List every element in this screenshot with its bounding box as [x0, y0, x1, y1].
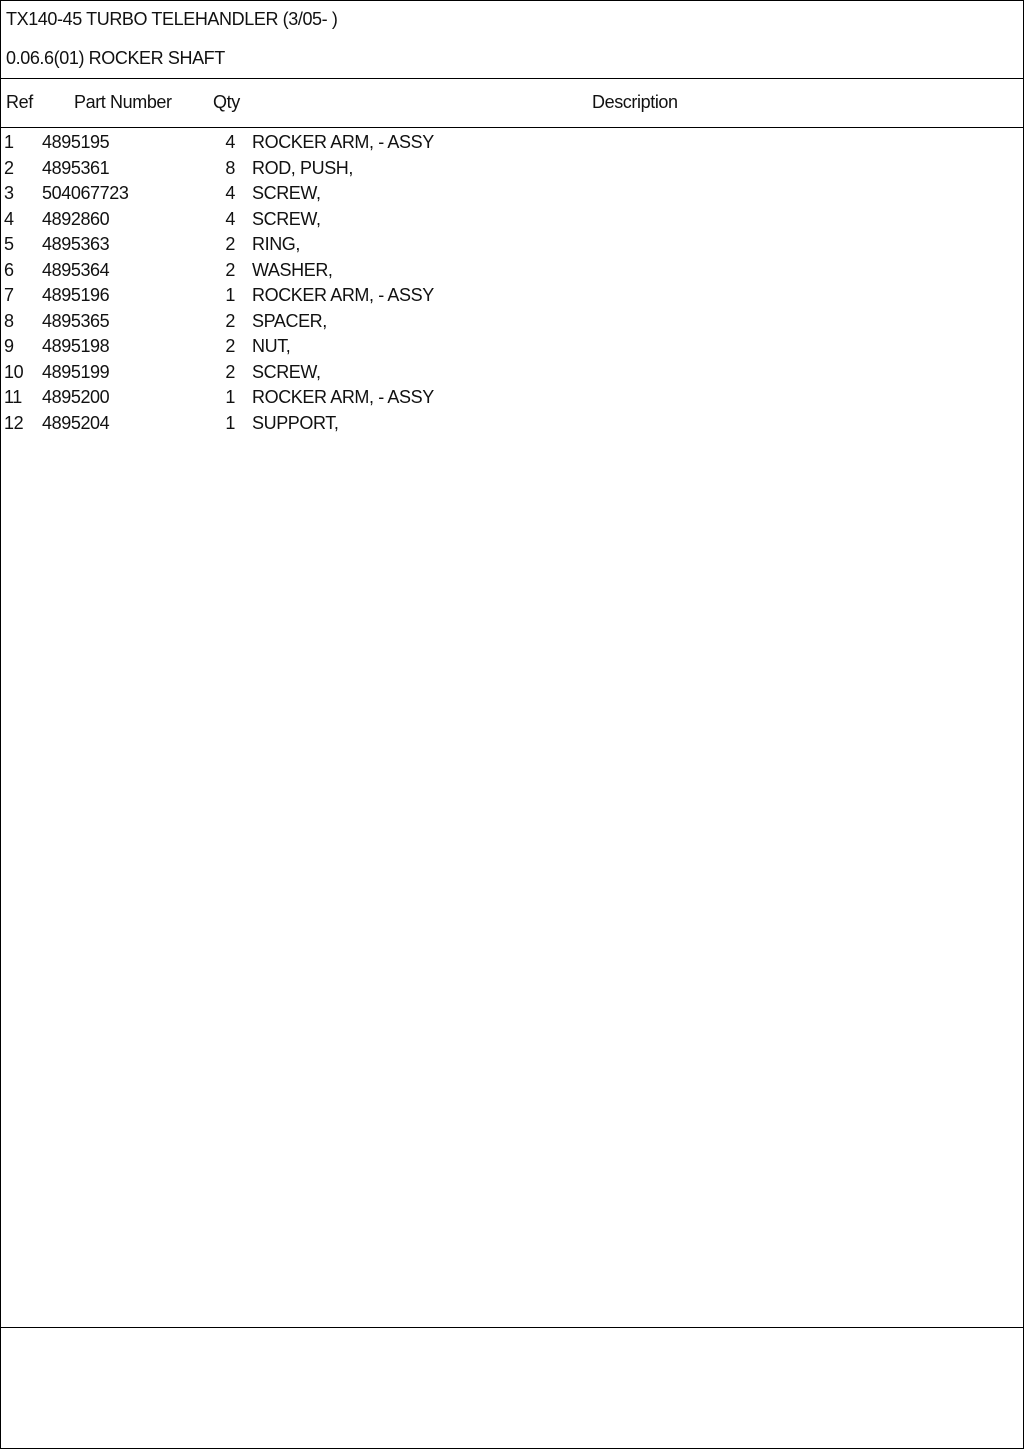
description-cell: ROCKER ARM, - ASSY — [252, 387, 434, 407]
part-number-cell: 504067723 — [42, 183, 129, 203]
ref-cell: 9 — [4, 336, 14, 356]
title-block — [1, 1, 1023, 79]
qty-cell: 2 — [225, 361, 235, 382]
description-cell: SCREW, — [252, 183, 321, 203]
ref-cell: 11 — [4, 387, 22, 407]
ref-cell: 5 — [4, 234, 14, 254]
ref-cell: 7 — [4, 285, 14, 305]
description-cell: ROD, PUSH, — [252, 157, 354, 178]
description-cell: ROCKER ARM, - ASSY — [252, 285, 434, 305]
ref-cell: 10 — [4, 361, 24, 382]
table-row — [1, 130, 1023, 156]
qty-cell: 1 — [225, 285, 235, 305]
column-header-qty: Qty — [213, 92, 240, 112]
part-number-cell: 4895196 — [42, 285, 110, 305]
description-cell: SCREW, — [252, 208, 321, 229]
qty-cell: 1 — [225, 387, 235, 407]
part-number-cell: 4895365 — [42, 310, 110, 331]
part-number-cell: 4895363 — [42, 234, 110, 254]
ref-cell: 1 — [4, 132, 14, 152]
ref-cell: 3 — [4, 183, 14, 203]
table-row — [1, 360, 1023, 386]
table-row — [1, 309, 1023, 335]
ref-cell: 8 — [4, 310, 14, 331]
qty-cell: 4 — [225, 208, 235, 229]
machine-title: TX140-45 TURBO TELEHANDLER (3/05- ) — [6, 9, 338, 29]
part-number-cell: 4895204 — [42, 412, 110, 433]
table-row — [1, 411, 1023, 437]
part-number-cell: 4895195 — [42, 132, 110, 152]
table-row — [1, 156, 1023, 182]
qty-cell: 2 — [225, 310, 235, 331]
table-row — [1, 232, 1023, 258]
part-number-cell: 4895199 — [42, 361, 110, 382]
qty-cell: 4 — [225, 132, 235, 152]
part-number-cell: 4895200 — [42, 387, 110, 407]
ref-cell: 2 — [4, 157, 14, 178]
ref-cell: 4 — [4, 208, 14, 229]
description-cell: NUT, — [252, 336, 291, 356]
description-cell: SCREW, — [252, 361, 321, 382]
column-header-part-number: Part Number — [74, 92, 172, 112]
table-header — [1, 79, 1023, 128]
qty-cell: 8 — [225, 157, 235, 178]
description-cell: SUPPORT, — [252, 412, 339, 433]
part-number-cell: 4895364 — [42, 259, 110, 280]
table-row — [1, 258, 1023, 284]
footer-panel — [1, 1327, 1023, 1449]
qty-cell: 2 — [225, 259, 235, 280]
column-header-ref: Ref — [6, 92, 33, 112]
part-number-cell: 4895361 — [42, 157, 110, 178]
part-number-cell: 4892860 — [42, 208, 110, 229]
column-header-description: Description — [592, 92, 678, 112]
qty-cell: 1 — [225, 412, 235, 433]
description-cell: ROCKER ARM, - ASSY — [252, 132, 434, 152]
table-row — [1, 334, 1023, 360]
ref-cell: 12 — [4, 412, 24, 433]
qty-cell: 2 — [225, 234, 235, 254]
qty-cell: 4 — [225, 183, 235, 203]
section-title: 0.06.6(01) ROCKER SHAFT — [6, 48, 225, 68]
qty-cell: 2 — [225, 336, 235, 356]
table-row — [1, 181, 1023, 207]
table-row — [1, 385, 1023, 411]
description-cell: RING, — [252, 234, 301, 254]
parts-table-body — [1, 130, 1023, 436]
ref-cell: 6 — [4, 259, 14, 280]
table-row — [1, 283, 1023, 309]
table-row — [1, 207, 1023, 233]
description-cell: SPACER, — [252, 310, 327, 331]
part-number-cell: 4895198 — [42, 336, 110, 356]
description-cell: WASHER, — [252, 259, 333, 280]
